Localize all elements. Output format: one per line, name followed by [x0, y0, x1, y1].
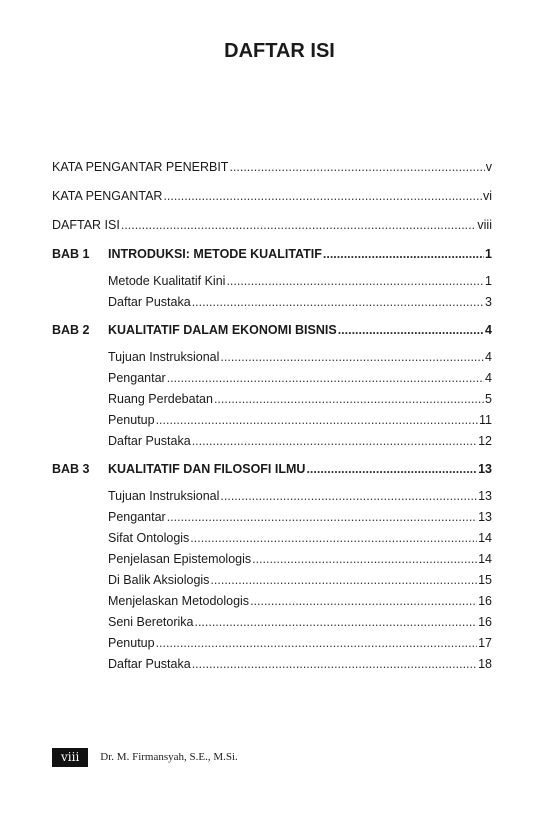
section-label: Sifat Ontologis: [108, 531, 190, 545]
toc-chapter-1[interactable]: [52, 247, 492, 262]
toc-section[interactable]: [108, 274, 492, 289]
chapter-number: BAB 1: [52, 247, 90, 261]
section-page: 13: [478, 489, 492, 503]
section-label: Daftar Pustaka: [108, 657, 191, 671]
toc-section[interactable]: [108, 371, 492, 386]
section-page: 14: [478, 531, 492, 545]
section-page: 16: [478, 615, 492, 629]
toc-section[interactable]: [108, 531, 492, 546]
toc-section[interactable]: [108, 392, 492, 407]
dot-leader: [167, 510, 477, 525]
toc-entry[interactable]: [52, 160, 492, 175]
toc-chapter-3[interactable]: [52, 462, 492, 477]
section-page: 4: [485, 350, 492, 364]
toc-section[interactable]: [108, 413, 492, 428]
section-label: Tujuan Instruksional: [108, 350, 220, 364]
chapter-number: BAB 3: [52, 462, 90, 476]
dot-leader: [220, 350, 484, 365]
dot-leader: [190, 531, 477, 546]
dot-leader: [210, 573, 477, 588]
section-page: 4: [485, 371, 492, 385]
section-page: 12: [478, 434, 492, 448]
chapter-title: INTRODUKSI: METODE KUALITATIF: [108, 247, 322, 261]
dot-leader: [194, 615, 477, 630]
section-label: Pengantar: [108, 371, 166, 385]
section-page: 11: [479, 413, 492, 427]
dot-leader: [306, 462, 477, 477]
section-label: Penjelasan Epistemologis: [108, 552, 252, 566]
chapter-number: BAB 2: [52, 323, 90, 337]
section-label: Metode Kualitatif Kini: [108, 274, 226, 288]
section-label: Menjelaskan Metodologis: [108, 594, 250, 608]
section-label: Penutup: [108, 413, 155, 427]
chapter-title: KUALITATIF DAN FILOSOFI ILMU: [108, 462, 306, 476]
dot-leader: [163, 189, 482, 204]
toc-section[interactable]: [108, 615, 492, 630]
section-label: Seni Beretorika: [108, 615, 194, 629]
section-page: 16: [478, 594, 492, 608]
footer-page-number: viii: [52, 748, 88, 767]
toc-section[interactable]: [108, 510, 492, 525]
chapter-page: 1: [485, 247, 492, 261]
toc-section[interactable]: [108, 657, 492, 672]
dot-leader: [192, 434, 477, 449]
toc-section[interactable]: [108, 434, 492, 449]
table-of-contents: [52, 160, 492, 678]
section-label: Ruang Perdebatan: [108, 392, 213, 406]
section-page: 5: [485, 392, 492, 406]
chapter-page: 13: [478, 462, 492, 476]
section-page: 3: [485, 295, 492, 309]
dot-leader: [323, 247, 484, 262]
section-page: 15: [478, 573, 492, 587]
toc-section[interactable]: [108, 552, 492, 567]
section-page: 14: [478, 552, 492, 566]
section-page: 17: [478, 636, 492, 650]
dot-leader: [226, 274, 484, 289]
toc-entry-page: v: [485, 160, 492, 174]
toc-section[interactable]: [108, 636, 492, 651]
dot-leader: [338, 323, 484, 338]
dot-leader: [250, 594, 477, 609]
dot-leader: [229, 160, 484, 175]
dot-leader: [192, 657, 477, 672]
section-label: Penutup: [108, 636, 155, 650]
toc-section[interactable]: [108, 489, 492, 504]
toc-entry-page: viii: [477, 218, 492, 232]
page-footer: [52, 748, 238, 766]
section-page: 1: [485, 274, 492, 288]
toc-entry[interactable]: [52, 189, 492, 204]
toc-entry[interactable]: [52, 218, 492, 233]
toc-section[interactable]: [108, 573, 492, 588]
toc-entry-page: vi: [482, 189, 492, 203]
dot-leader: [214, 392, 484, 407]
toc-chapter-2[interactable]: [52, 323, 492, 338]
section-label: Daftar Pustaka: [108, 434, 191, 448]
section-page: 18: [478, 657, 492, 671]
page-title: DAFTAR ISI: [224, 40, 335, 62]
dot-leader: [167, 371, 484, 386]
toc-section[interactable]: [108, 594, 492, 609]
toc-entry-label: KATA PENGANTAR: [52, 189, 163, 203]
dot-leader: [121, 218, 477, 233]
dot-leader: [156, 636, 478, 651]
section-label: Tujuan Instruksional: [108, 489, 220, 503]
dot-leader: [156, 413, 478, 428]
dot-leader: [220, 489, 477, 504]
dot-leader: [252, 552, 477, 567]
section-page: 13: [478, 510, 492, 524]
toc-section[interactable]: [108, 350, 492, 365]
chapter-page: 4: [485, 323, 492, 337]
section-label: Pengantar: [108, 510, 166, 524]
chapter-title: KUALITATIF DALAM EKONOMI BISNIS: [108, 323, 337, 337]
section-label: Di Balik Aksiologis: [108, 573, 210, 587]
dot-leader: [192, 295, 484, 310]
section-label: Daftar Pustaka: [108, 295, 191, 309]
toc-entry-label: KATA PENGANTAR PENERBIT: [52, 160, 229, 174]
toc-entry-label: DAFTAR ISI: [52, 218, 120, 232]
toc-section[interactable]: [108, 295, 492, 310]
footer-author: Dr. M. Firmansyah, S.E., M.Si.: [100, 751, 238, 763]
